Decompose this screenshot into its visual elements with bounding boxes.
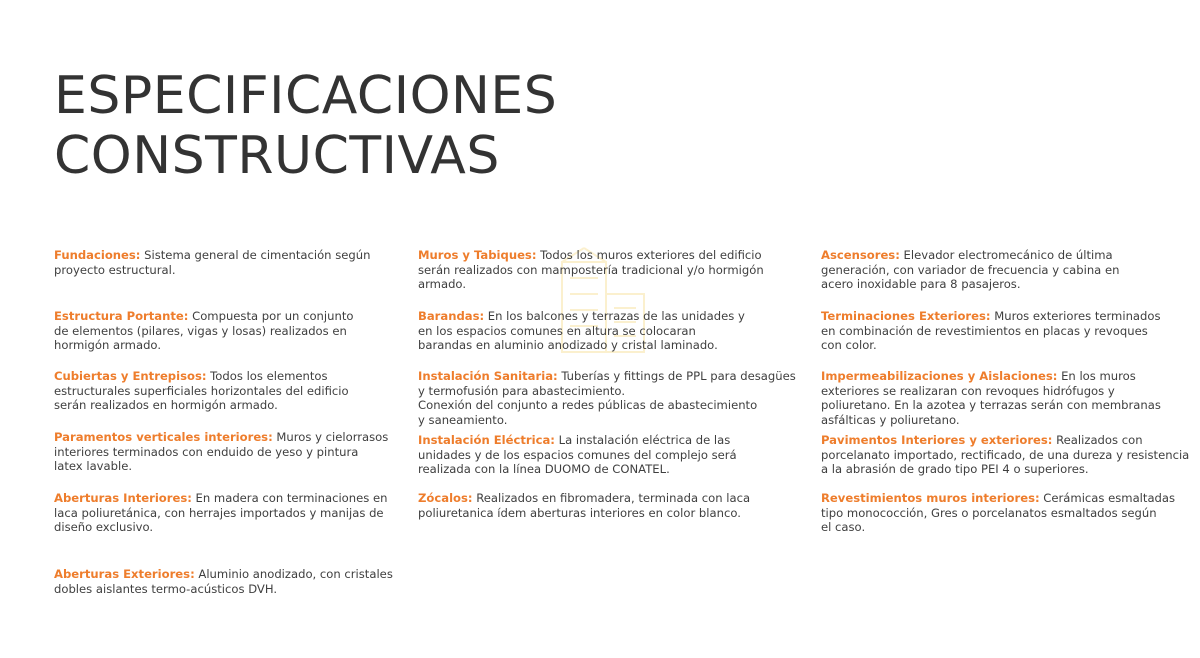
spec-text: Realizados con porcelanato importado, rectificado, de una dureza y resistencia a la abrasión de grado tipo PEI 4 o superiores. — [821, 433, 1190, 477]
spec-label: Barandas: — [418, 309, 485, 323]
spec-text: Compuesta por un conjunto de elementos (pilares, vigas y losas) realizados en hormigón armado. — [54, 309, 354, 353]
spec-text: Todos los elementos estructurales superficiales horizontales del edificio serán realizados en hormigón armado. — [54, 369, 349, 413]
spec-label: Instalación Eléctrica: — [418, 433, 555, 447]
spec-text: Aluminio anodizado, con cristales dobles aislantes termo-acústicos DVH. — [54, 567, 393, 596]
spec-terminaciones-exteriores — [821, 309, 1191, 353]
spec-instalacion-sanitaria — [418, 369, 802, 427]
spec-text: Elevador electromecánico de última generación, con variador de frecuencia y cabina en acero inoxidable para 8 pasajeros. — [821, 248, 1120, 292]
spec-paramentos-verticales — [54, 430, 400, 474]
spec-cubiertas-entrepisos — [54, 369, 400, 413]
spec-instalacion-electrica — [418, 433, 802, 477]
spec-aberturas-interiores — [54, 491, 400, 535]
spec-text: Muros exteriores terminados en combinación de revestimientos en placas y revoques con color. — [821, 309, 1161, 353]
spec-text: En madera con terminaciones en laca poliuretánica, con herrajes importados y manijas de diseño exclusivo. — [54, 491, 388, 535]
page-title — [54, 66, 557, 186]
spec-pavimentos — [821, 433, 1191, 477]
spec-label: Cubiertas y Entrepisos: — [54, 369, 207, 383]
spec-ascensores — [821, 248, 1191, 292]
spec-aberturas-exteriores — [54, 567, 400, 596]
spec-label: Revestimientos muros interiores: — [821, 491, 1040, 505]
spec-label: Muros y Tabiques: — [418, 248, 537, 262]
page-title-line-1: ESPECIFICACIONES — [54, 66, 558, 126]
spec-text: Cerámicas esmaltadas tipo monococción, Gres o porcelanatos esmaltados según el caso. — [821, 491, 1176, 535]
spec-label: Instalación Sanitaria: — [418, 369, 558, 383]
spec-text: En los balcones y terrazas de las unidades y en los espacios comunes en altura se colocaran barandas en aluminio anodizado y cristal laminado. — [418, 309, 745, 353]
spec-text: La instalación eléctrica de las unidades y de los espacios comunes del complejo será realizada con la línea DUOMO de CONATEL. — [418, 433, 737, 477]
spec-label: Terminaciones Exteriores: — [821, 309, 991, 323]
spec-label: Aberturas Interiores: — [54, 491, 192, 505]
spec-label: Ascensores: — [821, 248, 900, 262]
spec-label: Aberturas Exteriores: — [54, 567, 195, 581]
spec-text: Muros y cielorrasos interiores terminados con enduido de yeso y pintura latex lavable. — [54, 430, 389, 474]
spec-label: Estructura Portante: — [54, 309, 189, 323]
spec-label: Zócalos: — [418, 491, 473, 505]
spec-zocalos — [418, 491, 802, 520]
spec-text: Sistema general de cimentación según proyecto estructural. — [54, 248, 371, 277]
spec-label: Paramentos verticales interiores: — [54, 430, 273, 444]
spec-label: Pavimentos Interiores y exteriores: — [821, 433, 1053, 447]
spec-impermeabilizaciones — [821, 369, 1191, 427]
page-title-line-2: CONSTRUCTIVAS — [54, 126, 500, 186]
spec-revestimientos — [821, 491, 1191, 535]
spec-estructura-portante — [54, 309, 400, 353]
spec-text: Todos los muros exteriores del edificio serán realizados con mampostería tradicional y/o hormigón armado. — [418, 248, 764, 292]
spec-label: Fundaciones: — [54, 248, 141, 262]
spec-text: En los muros exteriores se realizaran con revoques hidrófugos y poliuretano. En la azotea y terrazas serán con membranas asfálticas y poliuretano. — [821, 369, 1161, 427]
spec-fundaciones — [54, 248, 400, 277]
spec-text: Tuberías y fittings de PPL para desagües y termofusión para abastecimiento. Conexión del conjunto a redes públicas de abastecimiento y saneamiento. — [418, 369, 796, 427]
spec-label: Impermeabilizaciones y Aislaciones: — [821, 369, 1058, 383]
spec-barandas — [418, 309, 802, 353]
spec-muros-tabiques — [418, 248, 802, 292]
spec-text: Realizados en fibromadera, terminada con laca poliuretanica ídem aberturas interiores en color blanco. — [418, 491, 751, 520]
